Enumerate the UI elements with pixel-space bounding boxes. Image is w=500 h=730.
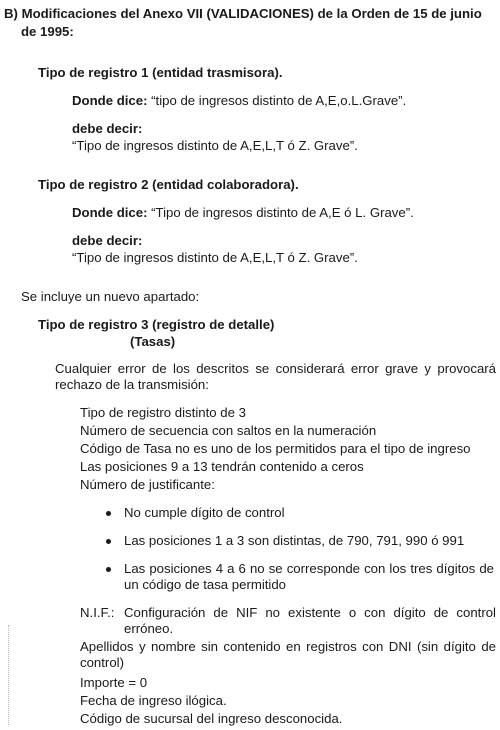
bullet-dot (106, 567, 111, 572)
justificante-bullet-item: Las posiciones 4 a 6 no se corresponde con los tres dígitos de un código de tasa permitido (124, 561, 494, 592)
error-item: Código de Tasa no es uno de los permitidos para el tipo de ingreso (80, 441, 471, 456)
section-b-title: B) Modificaciones del Anexo VII (VALIDACIONES) de la Orden de 15 de junio (4, 6, 482, 21)
justificante-bullet-item: Las posiciones 1 a 3 son distintas, de 790, 791, 990 ó 991 (124, 533, 465, 548)
donde-dice-text: “tipo de ingresos distinto de A,E,o.L.Grave”. (147, 93, 407, 108)
error-item: Las posiciones 9 a 13 tendrán contenido a ceros (80, 459, 364, 474)
registro2-debe-decir-text: “Tipo de ingresos distinto de A,E,L,T ó Z. Grave”. (72, 250, 358, 265)
registro1-donde-dice (72, 93, 406, 109)
donde-dice-text: “Tipo de ingresos distinto de A,E ó L. Grave”. (147, 205, 414, 220)
nif-text: Configuración de NIF no existente o con dígito de control erróneo. (124, 605, 496, 636)
registro2-donde-dice (72, 205, 414, 221)
sucursal-text: Código de sucursal del ingreso desconocida. (80, 711, 343, 726)
registro1-debe-decir-text: “Tipo de ingresos distinto de A,E,L,T ó Z. Grave”. (72, 138, 358, 153)
bullet-dot (106, 539, 111, 544)
donde-dice-label: Donde dice: (72, 93, 148, 108)
nif-label: N.I.F.: (80, 605, 115, 620)
importe-text: Importe = 0 (80, 675, 148, 690)
error-item: Número de justificante: (80, 477, 215, 492)
scan-artifact (8, 625, 9, 725)
justificante-bullet-item: No cumple dígito de control (124, 505, 285, 520)
error-item: Tipo de registro distinto de 3 (80, 405, 246, 420)
bullet-dot (106, 511, 111, 516)
registro1-heading: Tipo de registro 1 (entidad trasmisora). (38, 65, 283, 80)
donde-dice-label: Donde dice: (72, 205, 148, 220)
registro3-intro: Cualquier error de los descritos se considerará error grave y provocará rechazo de la transmisión: (55, 361, 496, 392)
apellidos-text: Apellidos y nombre sin contenido en registros con DNI (sin dígito de control) (80, 639, 496, 670)
nuevo-apartado-text: Se incluye un nuevo apartado: (21, 289, 200, 304)
registro2-debe-decir-label: debe decir: (72, 233, 143, 248)
registro2-heading: Tipo de registro 2 (entidad colaboradora). (38, 177, 299, 192)
registro1-debe-decir-label: debe decir: (72, 121, 143, 136)
error-item: Número de secuencia con saltos en la numeración (80, 423, 377, 438)
registro3-heading: Tipo de registro 3 (registro de detalle) (38, 317, 275, 332)
fecha-text: Fecha de ingreso ilógica. (80, 693, 227, 708)
section-b-title-cont: de 1995: (21, 24, 74, 39)
registro3-heading-tasas: (Tasas) (130, 334, 176, 349)
